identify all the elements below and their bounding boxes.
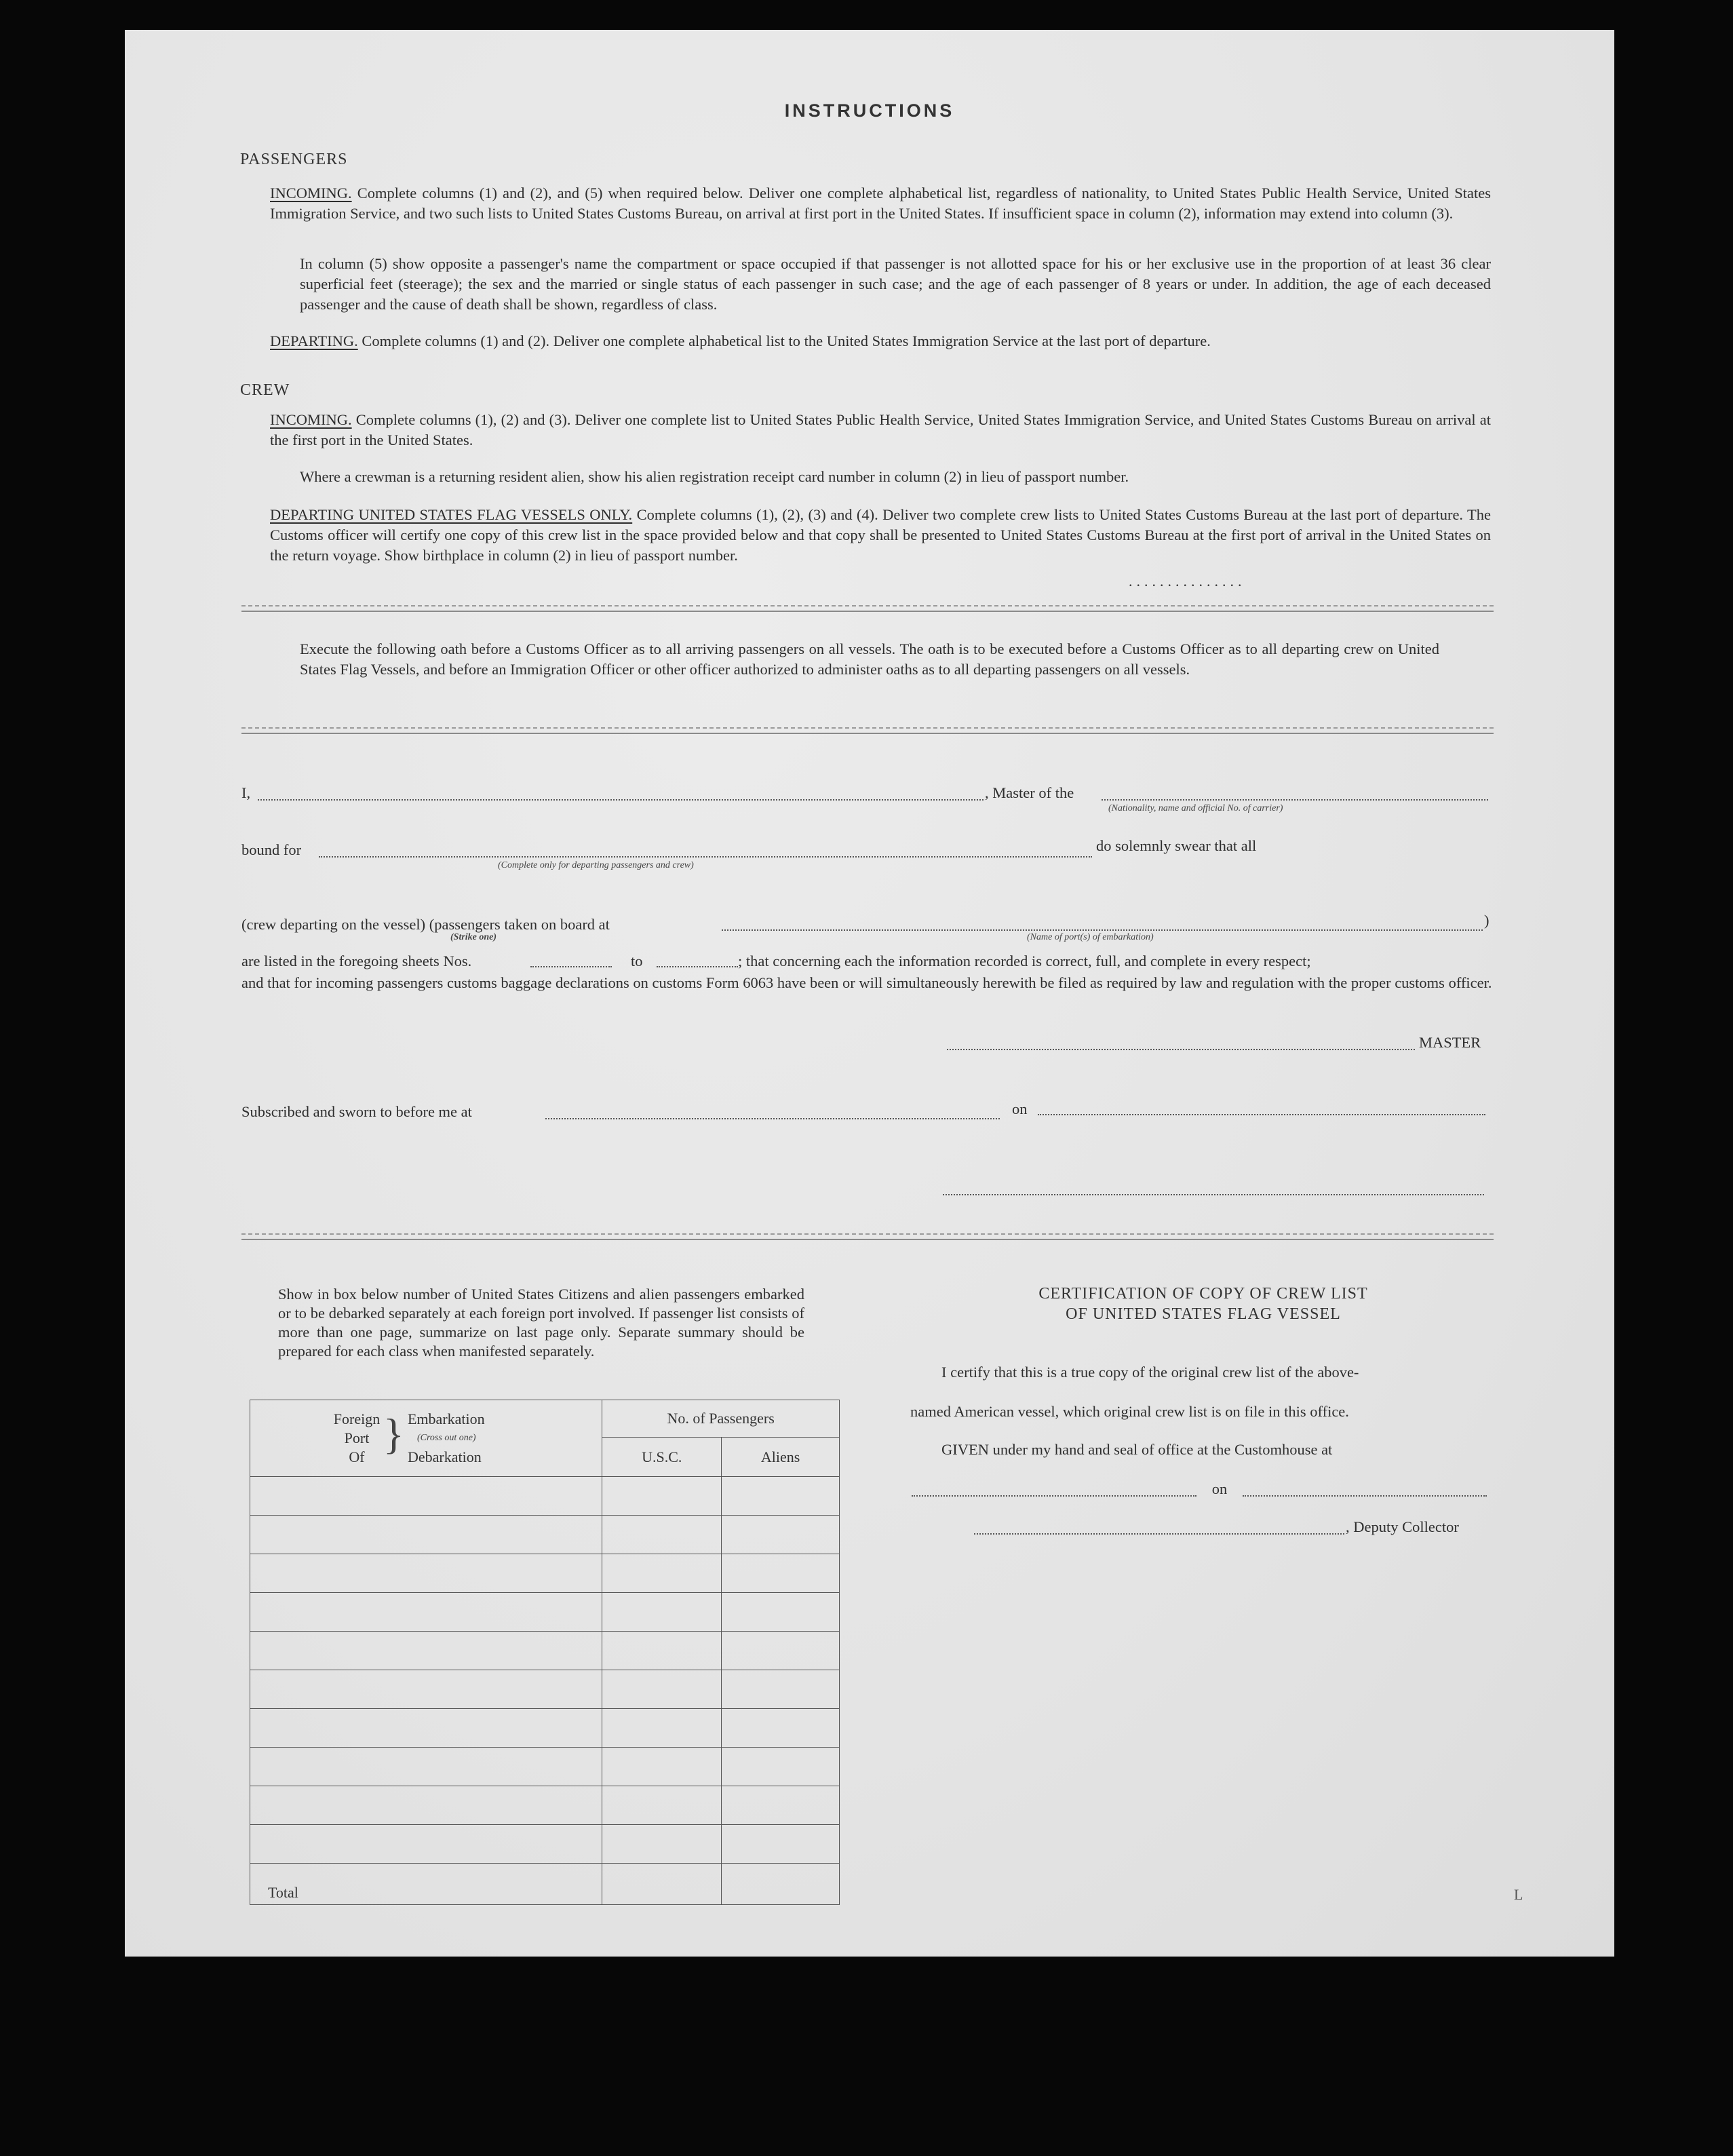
aliens-cell[interactable] (722, 1632, 840, 1670)
usc-cell[interactable] (602, 1748, 722, 1786)
usc-cell[interactable] (602, 1709, 722, 1748)
aliens-total-cell[interactable] (722, 1864, 840, 1905)
table-row (250, 1516, 840, 1554)
port-cell[interactable] (250, 1632, 602, 1670)
total-label: Total (250, 1864, 602, 1905)
sheet-to-line[interactable] (657, 966, 738, 967)
depart-note: (Complete only for departing passengers and crew) (498, 860, 694, 870)
embarkation-label: Embarkation (408, 1410, 485, 1427)
port-header (250, 1400, 602, 1477)
aliens-cell[interactable] (722, 1477, 840, 1516)
embark-note: (Name of port(s) of embarkation) (1027, 932, 1154, 942)
certification-line-2: named American vessel, which original crew list is on file in this office. (910, 1403, 1349, 1420)
port-cell[interactable] (250, 1670, 602, 1709)
crew-departing-label: DEPARTING UNITED STATES FLAG VESSELS ONLY. (270, 506, 633, 523)
strike-one-note: (Strike one) (450, 932, 497, 942)
table-row (250, 1748, 840, 1786)
oath-close-paren: ) (1484, 912, 1489, 929)
oath-swear: do solemnly swear that all (1096, 837, 1257, 854)
port-cell[interactable] (250, 1825, 602, 1864)
oath-master-of: , Master of the (985, 784, 1074, 801)
crew-departing-paragraph (270, 505, 1491, 566)
port-cell[interactable] (250, 1786, 602, 1825)
oath-bound-for: bound for (241, 841, 302, 858)
certification-line-3: GIVEN under my hand and seal of office at the Customhouse at (941, 1441, 1333, 1458)
usc-cell[interactable] (602, 1593, 722, 1632)
certification-title-line-1: CERTIFICATION OF COPY OF CREW LIST (1038, 1285, 1368, 1303)
oath-instructions: Execute the following oath before a Customs Officer as to all arriving passengers on all vessels. The oath is to be executed before a Customs Officer as to all departing crew on United States Flag Vessels, and before an Immigration Officer or other officer authorized to administer oaths as to all departing passengers on all vessels. (300, 640, 1439, 678)
table-row (250, 1786, 840, 1825)
aliens-cell[interactable] (722, 1670, 840, 1709)
port-cell[interactable] (250, 1516, 602, 1554)
oath-listed-c: and that for incoming passengers customs baggage declarations on customs Form 6063 have been or will simultaneously herewith be filed as required by law and regulation with the proper customs officer. (241, 974, 1492, 991)
usc-cell[interactable] (602, 1632, 722, 1670)
aliens-cell[interactable] (722, 1825, 840, 1864)
passengers-incoming-label: INCOMING. (270, 185, 352, 201)
corner-mark: L (1514, 1886, 1523, 1903)
customhouse-line[interactable] (912, 1495, 1196, 1497)
table-row (250, 1593, 840, 1632)
aliens-cell[interactable] (722, 1786, 840, 1825)
aliens-cell[interactable] (722, 1748, 840, 1786)
usc-cell[interactable] (602, 1825, 722, 1864)
table-row (250, 1670, 840, 1709)
passengers-departing-paragraph (270, 331, 1491, 351)
bound-for-line[interactable] (319, 856, 1092, 858)
oath-listed-b: ; that concerning each the information recorded is correct, full, and complete in every respect; (738, 952, 1311, 969)
usc-cell[interactable] (602, 1516, 722, 1554)
aliens-cell[interactable] (722, 1554, 840, 1593)
master-name-line[interactable] (258, 799, 984, 801)
divider-2 (241, 727, 1494, 729)
passenger-summary-table (250, 1400, 840, 1905)
officer-signature-line[interactable] (943, 1194, 1484, 1195)
crew-incoming-text: Complete columns (1), (2) and (3). Deliver one complete list to United States Public Health Service, United States Immigration Service, and United States Customs Bureau on arrival at the first port in the United States. (270, 411, 1491, 448)
passengers-departing-text: Complete columns (1) and (2). Deliver one complete alphabetical list to the United States Immigration Service at the last port of departure. (362, 332, 1211, 349)
table-row (250, 1825, 840, 1864)
usc-cell[interactable] (602, 1670, 722, 1709)
aliens-header: Aliens (722, 1438, 840, 1477)
passengers-incoming-paragraph (270, 183, 1491, 224)
port-cell[interactable] (250, 1477, 602, 1516)
usc-cell[interactable] (602, 1554, 722, 1593)
usc-cell[interactable] (602, 1477, 722, 1516)
master-signature-line[interactable] (947, 1049, 1415, 1050)
sworn-place-line[interactable] (545, 1118, 1000, 1119)
passengers-incoming-text: Complete columns (1) and (2), and (5) when required below. Deliver one complete alphabetical list, regardless of nationality, to United States Public Health Service, United States Immigration Service, and two such lists to United States Customs Bureau, on arrival at first port in the United States. If insufficient space in column (2), information may extend into column (3). (270, 185, 1492, 222)
embarkation-port-line[interactable] (722, 929, 1483, 931)
divider-2b (241, 733, 1494, 734)
deputy-collector-label: , Deputy Collector (1346, 1518, 1459, 1535)
passengers-departing-label: DEPARTING. (270, 332, 358, 349)
table-row (250, 1554, 840, 1593)
certification-title (912, 1284, 1495, 1324)
aliens-cell[interactable] (722, 1516, 840, 1554)
divider-3b (241, 1239, 1494, 1240)
certification-date-line[interactable] (1243, 1495, 1487, 1497)
subscribed-label: Subscribed and sworn to before me at (241, 1103, 472, 1120)
cross-out-note: (Cross out one) (417, 1433, 476, 1443)
sworn-on-label: on (1012, 1100, 1028, 1117)
crew-dots: ............... (1129, 573, 1246, 590)
usc-cell[interactable] (602, 1786, 722, 1825)
passengers-column5-paragraph: In column (5) show opposite a passenger's name the compartment or space occupied if that passenger is not allotted space for his or her exclusive use in the proportion of at least 36 clear superficial feet (steerage); the sex and the married or single status of each passenger in such case; and the age of each passenger of 8 years or under. In addition, the age of each deceased passenger and the cause of death shall be shown, regardless of class. (300, 255, 1491, 313)
brace-icon: } (383, 1410, 404, 1458)
total-row (250, 1864, 840, 1905)
carrier-line[interactable] (1102, 799, 1488, 801)
port-cell[interactable] (250, 1748, 602, 1786)
debarkation-label: Debarkation (408, 1448, 482, 1465)
table-row (250, 1709, 840, 1748)
crew-departing-text: Complete columns (1), (2), (3) and (4). Deliver two complete crew lists to United States Customs Bureau at the last port of departure. The Customs officer will certify one copy of this crew list in the space provided below and that copy shall be presented to United States Customs Bureau at the first port of arrival in the United States on the return voyage. Show birthplace in column (2) in lieu of passport number. (270, 506, 1492, 564)
sheet-from-line[interactable] (530, 966, 612, 967)
crew-incoming-paragraph (270, 410, 1491, 450)
table-row (250, 1477, 840, 1516)
foreign-label: Foreign (333, 1410, 381, 1427)
sworn-date-line[interactable] (1038, 1114, 1485, 1115)
crew-heading: CREW (240, 381, 290, 399)
port-cell[interactable] (250, 1554, 602, 1593)
certification-title-line-2: OF UNITED STATES FLAG VESSEL (1066, 1305, 1341, 1323)
certification-on-label: on (1211, 1480, 1228, 1497)
crew-resident-paragraph: Where a crewman is a returning resident alien, show his alien registration receipt card number in column (2) in lieu of passport number. (300, 468, 1129, 485)
aliens-cell[interactable] (722, 1709, 840, 1748)
divider-1b (241, 611, 1494, 612)
deputy-collector-line[interactable] (974, 1533, 1344, 1535)
divider-3 (241, 1233, 1494, 1235)
crew-incoming-label: INCOMING. (270, 411, 352, 428)
summary-instructions: Show in box below number of United States Citizens and alien passengers embarked or to be debarked separately at each foreign port involved. If passenger list consists of more than one page, summarize on last page only. Separate summary should be prepared for each class when manifested separately. (278, 1286, 804, 1360)
passengers-heading: PASSENGERS (240, 151, 348, 168)
oath-listed-a: are listed in the foregoing sheets Nos. (241, 952, 472, 969)
port-cell[interactable] (250, 1593, 602, 1632)
aliens-cell[interactable] (722, 1593, 840, 1632)
page-title: INSTRUCTIONS (784, 100, 955, 121)
of-label: Of (349, 1448, 365, 1465)
usc-total-cell[interactable] (602, 1864, 722, 1905)
master-label: MASTER (1419, 1034, 1481, 1051)
divider-1 (241, 605, 1494, 607)
usc-header: U.S.C. (602, 1438, 722, 1477)
certification-line-1: I certify that this is a true copy of the original crew list of the above- (941, 1364, 1359, 1381)
table-row (250, 1632, 840, 1670)
carrier-note: (Nationality, name and official No. of carrier) (1108, 803, 1283, 813)
port-cell[interactable] (250, 1709, 602, 1748)
form-page (125, 30, 1614, 1957)
oath-listed-to: to (631, 952, 643, 969)
no-passengers-header: No. of Passengers (602, 1400, 840, 1438)
port-label: Port (344, 1429, 370, 1446)
oath-crew-departing: (crew departing on the vessel) (passengers taken on board at (241, 916, 610, 933)
oath-i-label: I, (241, 784, 251, 801)
